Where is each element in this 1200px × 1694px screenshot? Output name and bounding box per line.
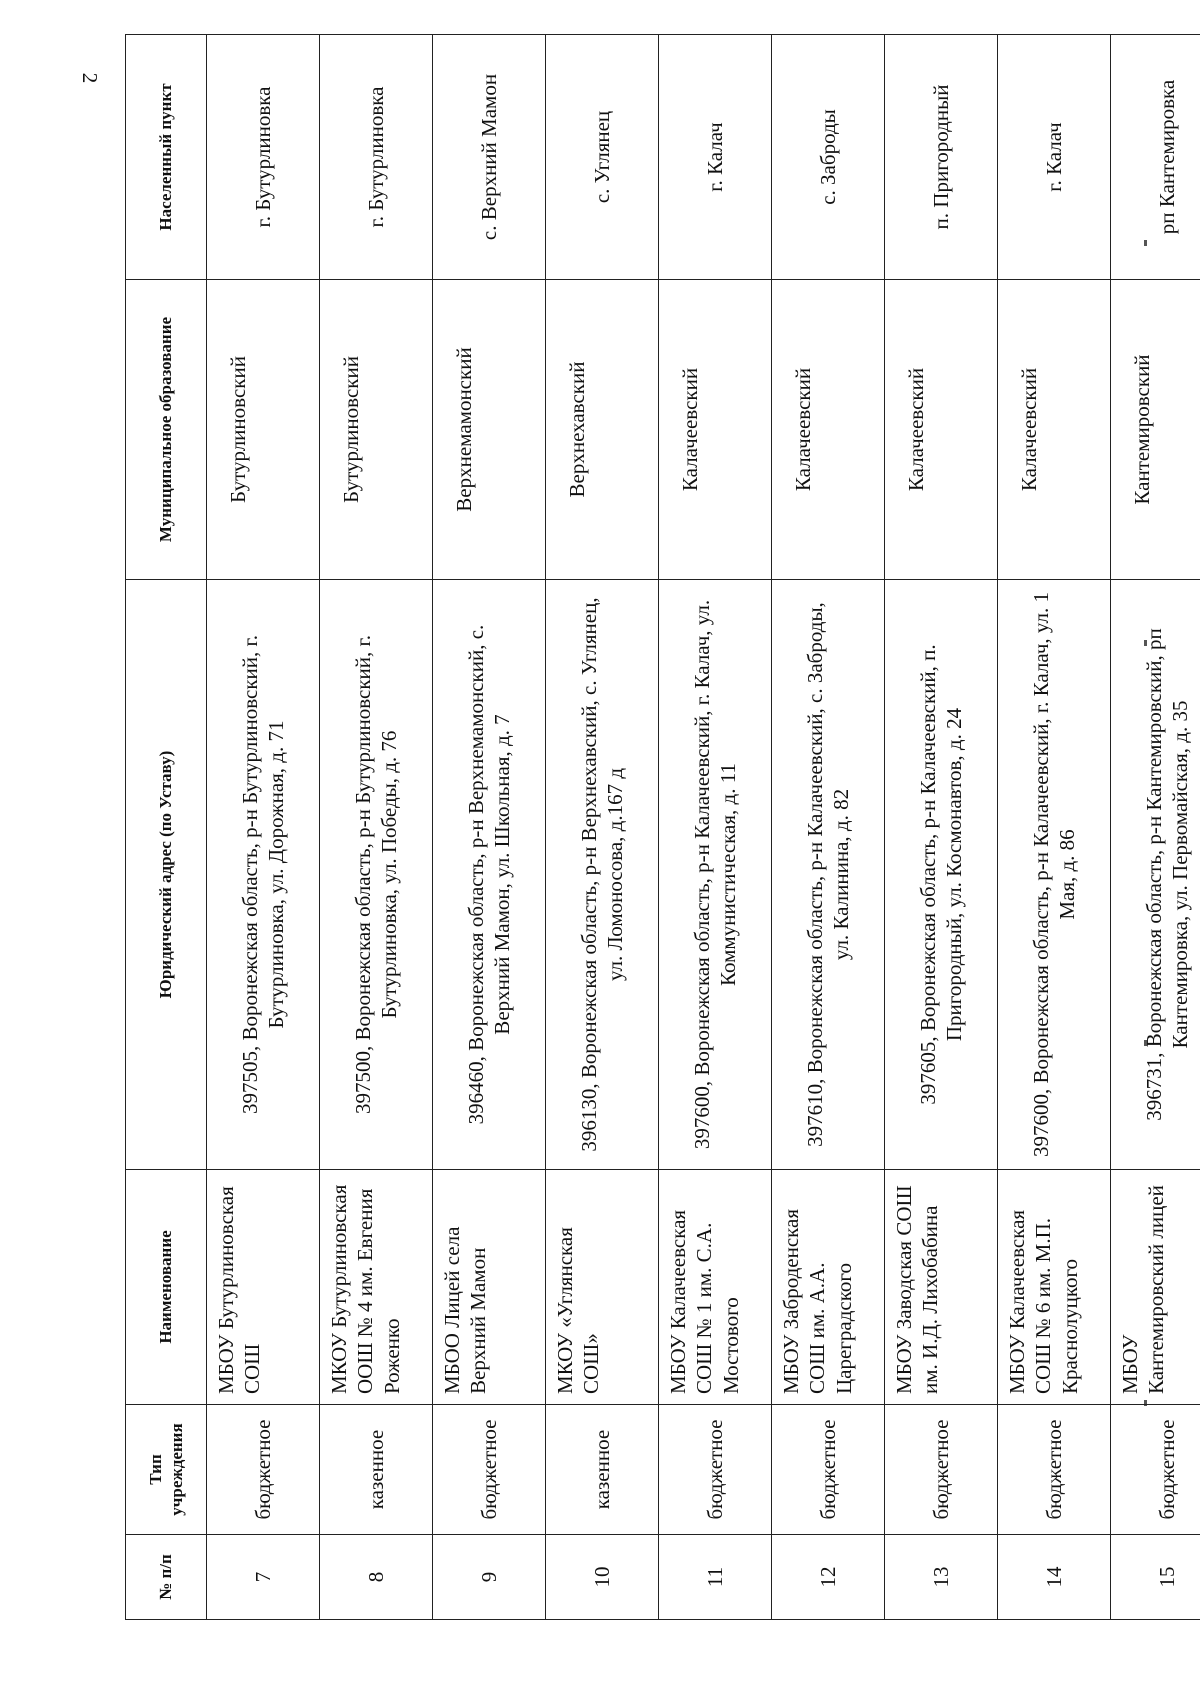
cell-num: 10 xyxy=(546,1535,659,1620)
table-row xyxy=(433,35,546,1620)
cell-locality: с. Верхний Мамон xyxy=(433,35,546,280)
table-header-row xyxy=(126,35,207,1620)
cell-address: 396130, Воронежская область, р-н Верхнехавский, с. Углянец, ул. Ломоносова, д.167 д xyxy=(546,580,659,1170)
cell-municipality: Бутурлиновский xyxy=(207,280,320,580)
cell-type: бюджетное xyxy=(885,1405,998,1535)
cell-name: МКОУ «Углянская СОШ» xyxy=(546,1170,659,1405)
header-municipality: Муниципальное образование xyxy=(126,280,207,580)
cell-name: МБОУ Кантемировский лицей xyxy=(1111,1170,1200,1405)
table-row xyxy=(659,35,772,1620)
cell-name: МБОУ Заводская СОШ им. И.Д. Лихобабина xyxy=(885,1170,998,1405)
cell-municipality: Калачеевский xyxy=(998,280,1111,580)
cell-address: 397600, Воронежская область, р-н Калачеевский, г. Калач, ул. 1 Мая, д. 86 xyxy=(998,580,1111,1170)
table-row xyxy=(998,35,1111,1620)
cell-num: 15 xyxy=(1111,1535,1200,1620)
cell-num: 8 xyxy=(320,1535,433,1620)
cell-municipality: Бутурлиновский xyxy=(320,280,433,580)
cell-address: 397500, Воронежская область, р-н Бутурлиновский, г. Бутурлиновка, ул. Победы, д. 76 xyxy=(320,580,433,1170)
cell-name: МБОУ Калачеевская СОШ № 1 им. С.А. Мостового xyxy=(659,1170,772,1405)
cell-address: 396460, Воронежская область, р-н Верхнемамонский, с. Верхний Мамон, ул. Школьная, д. 7 xyxy=(433,580,546,1170)
cell-address: 397600, Воронежская область, р-н Калачеевский, г. Калач, ул. Коммунистическая, д. 11 xyxy=(659,580,772,1170)
cell-num: 13 xyxy=(885,1535,998,1620)
cell-name: МБОО Лицей села Верхний Мамон xyxy=(433,1170,546,1405)
header-locality: Населенный пункт xyxy=(126,35,207,280)
cell-address: 397605, Воронежская область, р-н Калачеевский, п. Пригородный, ул. Космонавтов, д. 24 xyxy=(885,580,998,1170)
table-row xyxy=(772,35,885,1620)
header-address: Юридический адрес (по Уставу) xyxy=(126,580,207,1170)
cell-municipality: Калачеевский xyxy=(885,280,998,580)
cell-municipality: Верхнемамонский xyxy=(433,280,546,580)
cell-name: МБОУ Калачеевская СОШ № 6 им. М.П. Краснолуцкого xyxy=(998,1170,1111,1405)
cell-locality: с. Заброды xyxy=(772,35,885,280)
cell-num: 11 xyxy=(659,1535,772,1620)
cell-num: 9 xyxy=(433,1535,546,1620)
cell-locality: г. Бутурлиновка xyxy=(207,35,320,280)
cell-municipality: Калачеевский xyxy=(772,280,885,580)
table-row xyxy=(207,35,320,1620)
cell-municipality: Калачеевский xyxy=(659,280,772,580)
cell-locality: с. Углянец xyxy=(546,35,659,280)
cell-locality: г. Калач xyxy=(659,35,772,280)
cell-address: 397610, Воронежская область, р-н Калачеевский, с. Заброды, ул. Калинина, д. 82 xyxy=(772,580,885,1170)
cell-locality: рп Кантемировка xyxy=(1111,35,1200,280)
cell-type: бюджетное xyxy=(433,1405,546,1535)
table-row xyxy=(1111,35,1200,1620)
page-number: 2 xyxy=(78,72,102,84)
table-row xyxy=(546,35,659,1620)
cell-locality: г. Бутурлиновка xyxy=(320,35,433,280)
cell-num: 14 xyxy=(998,1535,1111,1620)
header-num: № п/п xyxy=(126,1535,207,1620)
cell-type: бюджетное xyxy=(1111,1405,1200,1535)
cell-type: казенное xyxy=(546,1405,659,1535)
table-row xyxy=(885,35,998,1620)
cell-type: бюджетное xyxy=(998,1405,1111,1535)
cell-name: МБОУ Бутурлиновская СОШ xyxy=(207,1170,320,1405)
header-name: Наименование xyxy=(126,1170,207,1405)
cell-address: 396731, Воронежская область, р-н Кантемировский, рп Кантемировка, ул. Первомайская, д. 35 xyxy=(1111,580,1200,1170)
table-body xyxy=(207,35,1200,1620)
cell-type: бюджетное xyxy=(207,1405,320,1535)
cell-name: МКОУ Бутурлиновская ООШ № 4 им. Евгения Роженко xyxy=(320,1170,433,1405)
cell-name: МБОУ Заброденская СОШ им. А.А. Цареградского xyxy=(772,1170,885,1405)
cell-locality: п. Пригородный xyxy=(885,35,998,280)
cell-type: бюджетное xyxy=(772,1405,885,1535)
cell-address: 397505, Воронежская область, р-н Бутурлиновский, г. Бутурлиновка, ул. Дорожная, д. 71 xyxy=(207,580,320,1170)
cell-num: 7 xyxy=(207,1535,320,1620)
institutions-table xyxy=(125,34,1200,1620)
cell-municipality: Верхнехавский xyxy=(546,280,659,580)
header-type: Тип учреждения xyxy=(126,1405,207,1535)
cell-locality: г. Калач xyxy=(998,35,1111,280)
cell-municipality: Кантемировский xyxy=(1111,280,1200,580)
cell-type: казенное xyxy=(320,1405,433,1535)
table-row xyxy=(320,35,433,1620)
cell-type: бюджетное xyxy=(659,1405,772,1535)
rotated-table-container xyxy=(125,35,1192,1620)
cell-num: 12 xyxy=(772,1535,885,1620)
